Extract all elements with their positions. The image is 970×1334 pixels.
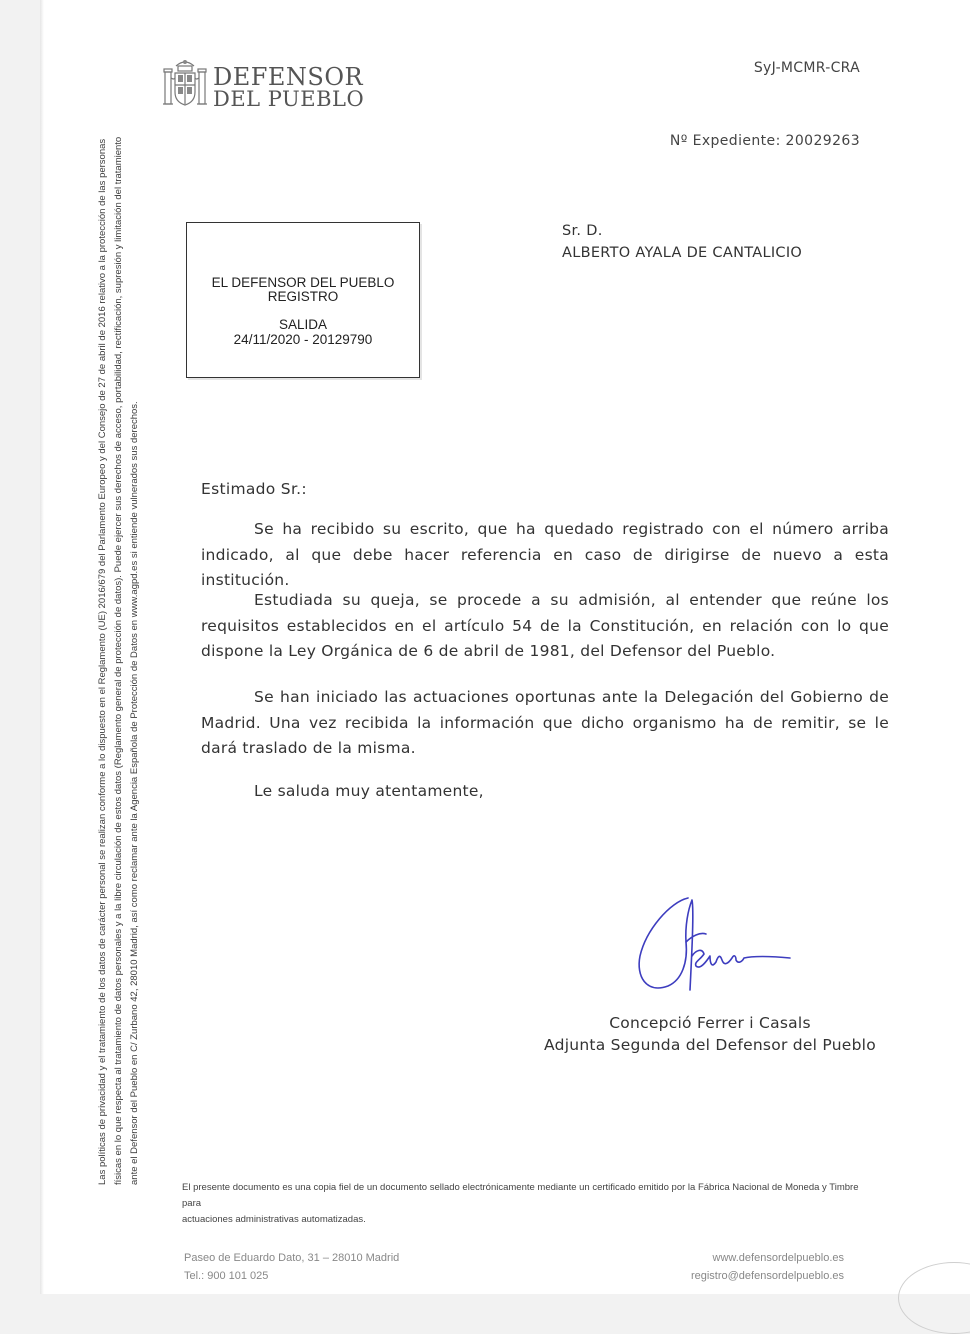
logo-line2: DEL PUEBLO xyxy=(213,87,365,111)
stamp-date-number: 24/11/2020 - 20129790 xyxy=(233,332,373,347)
electronic-seal-note xyxy=(182,1180,872,1228)
coat-of-arms-icon xyxy=(160,56,210,112)
seal-note-line-2: actuaciones administrativas automatizadas. xyxy=(182,1214,366,1225)
signer-name: Concepció Ferrer i Casals xyxy=(609,1014,811,1032)
reference-code: SyJ-MCMR-CRA xyxy=(753,60,860,76)
closing: Le saluda muy atentamente, xyxy=(254,782,484,800)
logo-line1: DEFENSOR xyxy=(213,63,364,91)
stamp-registry: REGISTRO xyxy=(267,289,339,304)
seal-note-line-1: El presente documento es una copia fiel de un documento sellado electrónicamente mediante un certificado emitido por la Fábrica Nacional de Moneda y Timbre para xyxy=(182,1182,859,1209)
stamp-type: SALIDA xyxy=(278,317,328,332)
recipient-name: ALBERTO AYALA DE CANTALICIO xyxy=(562,245,803,261)
address-text: Paseo de Eduardo Dato, 31 – 28010 Madrid xyxy=(184,1252,400,1264)
privacy-line-1: Las políticas de privacidad y el tratamiento de los datos de carácter personal se realizan conforme a lo dispuesto en el Reglamento (UE) 2016/679 del Parlamento Europeo y del Consejo de 27 de abril de 2016 relativo a la protección de las personas xyxy=(97,138,108,1185)
phone-text: Tel.: 900 101 025 xyxy=(184,1270,269,1282)
file-number: Nº Expediente: 20029263 xyxy=(669,133,860,149)
recipient-title: Sr. D. xyxy=(562,223,603,239)
email-link[interactable]: registro@defensordelpueblo.es xyxy=(690,1270,844,1282)
footer-contact xyxy=(691,1249,844,1285)
privacy-line-3: ante el Defensor del Pueblo en C/ Zurbano 42, 28010 Madrid, así como reclamar ante la Agencia Española de Protección de Datos en www.agpd.es si entiende vulnerados sus derechos. xyxy=(129,401,140,1185)
handwritten-signature xyxy=(630,890,800,1005)
signer-role: Adjunta Segunda del Defensor del Pueblo xyxy=(544,1036,876,1054)
footer-address xyxy=(184,1249,399,1285)
privacy-notice xyxy=(95,136,143,1185)
logo-wordmark xyxy=(213,63,403,111)
salutation: Estimado Sr.: xyxy=(201,480,307,498)
paragraph-received: Se ha recibido su escrito, que ha quedado registrado con el número arriba indicado, al que debe hacer referencia en caso de dirigirse de nuevo a esta institución. xyxy=(201,520,889,589)
paragraph-actions: Se han iniciado las actuaciones oportunas ante la Delegación del Gobierno de Madrid. Una vez recibida la información que dicho organismo ha de remitir, se le dará traslado de la misma. xyxy=(201,688,889,757)
registry-stamp xyxy=(186,222,420,378)
stamp-institution: EL DEFENSOR DEL PUEBLO xyxy=(211,275,395,290)
privacy-line-2: físicas en lo que respecta al tratamiento de datos personales y a la libre circulación de estos datos (Reglamento general de protección de datos). Puede ejercer sus derechos de acceso, portabilidad, rectificación, supresión y limitación del tratamiento xyxy=(113,136,124,1185)
paragraph-admission: Estudiada su queja, se procede a su admisión, al entender que reúne los requisitos establecidos en el artículo 54 de la Constitución, en relación con lo que dispone la Ley Orgánica de 6 de abril de 1981, del Defensor del Pueblo. xyxy=(201,591,889,660)
recipient-block xyxy=(562,220,802,264)
website-link[interactable]: www.defensordelpueblo.es xyxy=(712,1252,844,1264)
